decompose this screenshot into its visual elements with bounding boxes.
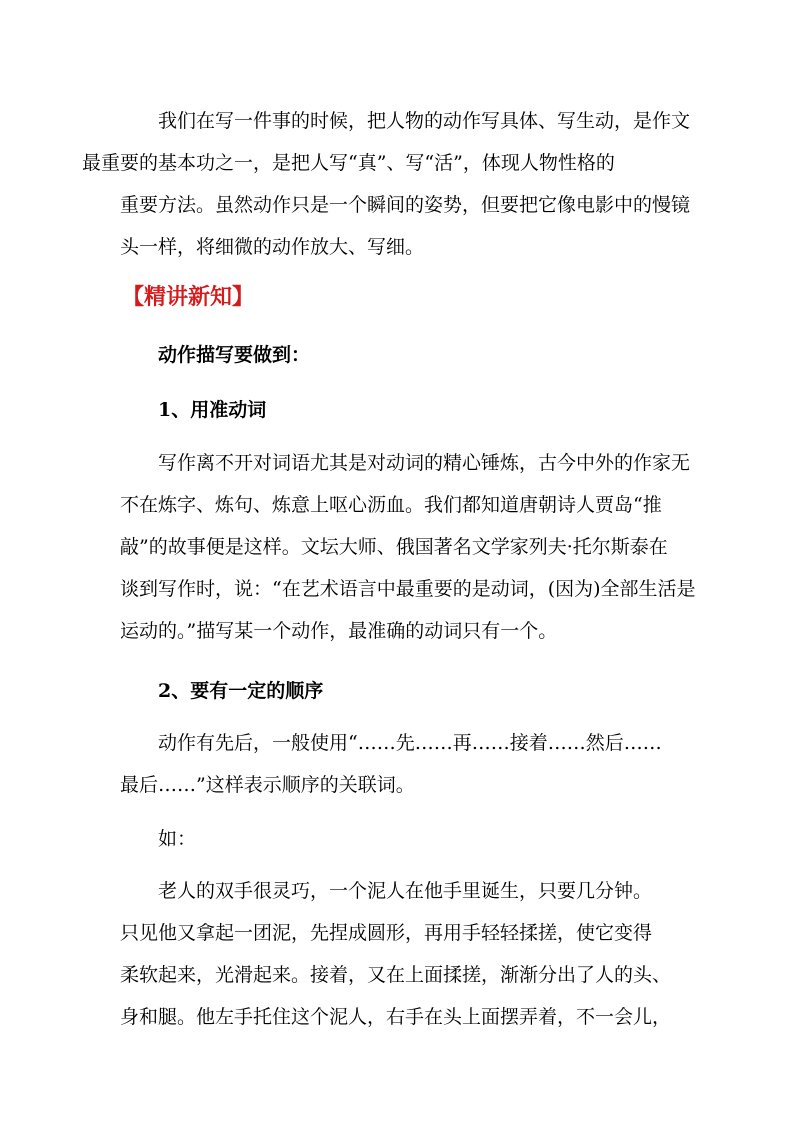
example-label <box>120 818 680 860</box>
example-line: 身和腿。他左手托住这个泥人，右手在头上面摆弄着，不一会儿， <box>120 1006 672 1028</box>
intro-paragraph <box>82 100 691 268</box>
intro-line: 最重要的基本功之一，是把人写“真”、写“活”，体现人物性格的 <box>82 152 615 174</box>
point2-line: 最后……”这样表示顺序的关联词。 <box>120 774 415 796</box>
point1-line: 谈到写作时，说：“在艺术语言中最重要的是动词，(因为)全部生活是 <box>120 578 696 600</box>
example-line: 老人的双手很灵巧，一个泥人在他手里诞生，只要几分钟。 <box>158 880 653 902</box>
point2-paragraph <box>120 722 680 806</box>
point1-line: 写作离不开对词语尤其是对动词的精心锤炼，古今中外的作家无 <box>158 452 691 474</box>
subtitle: 动作描写要做到： <box>158 344 311 366</box>
intro-line: 我们在写一件事的时候，把人物的动作写具体、写生动，是作文 <box>158 110 691 132</box>
example-paragraph <box>120 870 680 1038</box>
point2-line: 动作有先后，一般使用“……先……再……接着……然后…… <box>158 732 662 754</box>
example-line: 柔软起来，光滑起来。接着，又在上面揉搓，渐渐分出了人的头、 <box>120 964 672 986</box>
intro-line: 头一样，将细微的动作放大、写细。 <box>120 236 425 258</box>
point1-line: 敲”的故事便是这样。文坛大师、俄国著名文学家列夫·托尔斯泰在 <box>120 536 668 558</box>
intro-line: 重要方法。虽然动作只是一个瞬间的姿势，但要把它像电影中的慢镜 <box>120 194 691 216</box>
point1-line: 不在炼字、炼句、炼意上呕心沥血。我们都知道唐朝诗人贾岛“推 <box>120 494 662 516</box>
point1-title: 1、用准动词 <box>158 399 267 421</box>
point1-line: 运动的。”描写某一个动作，最准确的动词只有一个。 <box>120 620 558 642</box>
point1-paragraph <box>120 442 696 652</box>
point2-title: 2、要有一定的顺序 <box>158 680 324 702</box>
example-line: 只见他又拿起一团泥，先捏成圆形，再用手轻轻揉搓，使它变得 <box>120 922 653 944</box>
example-label-text: 如： <box>158 828 197 850</box>
section-title: 【精讲新知】 <box>122 284 255 310</box>
